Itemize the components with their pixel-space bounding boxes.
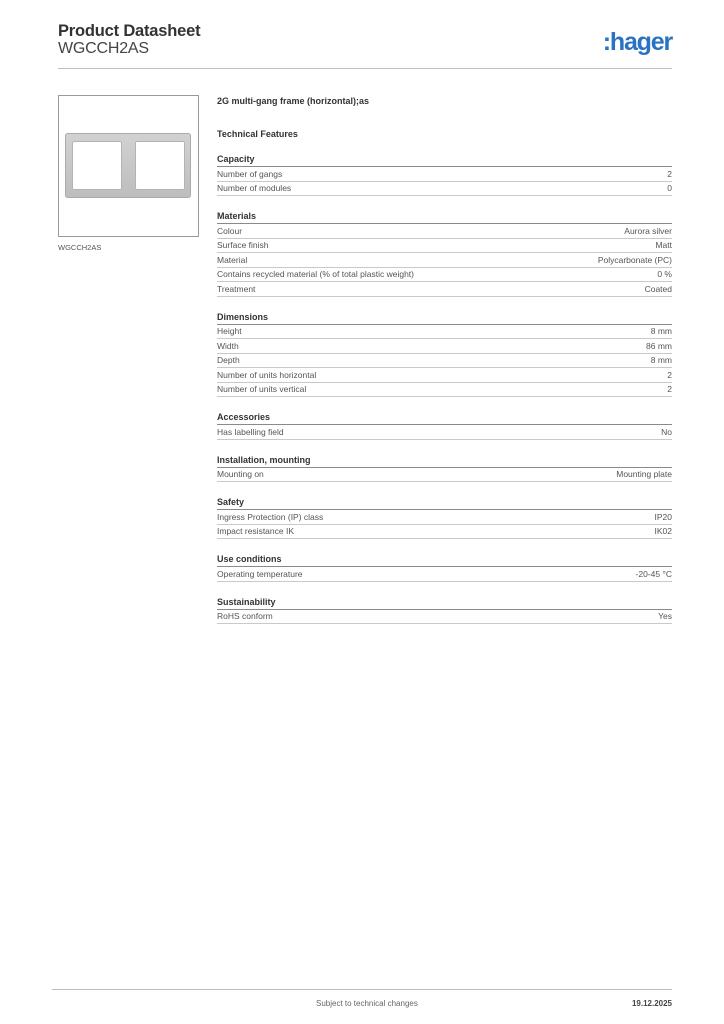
technical-features-title: Technical Features [217, 129, 298, 139]
footer-divider [52, 989, 672, 990]
spec-row [217, 339, 672, 354]
spec-value: 0 % [657, 269, 672, 279]
spec-label: Colour [217, 225, 243, 236]
section-title: Accessories [217, 412, 672, 425]
section-title: Dimensions [217, 312, 672, 325]
product-description: 2G multi-gang frame (horizontal);as [217, 96, 370, 106]
frame-opening-left [72, 141, 122, 190]
spec-row [217, 239, 672, 254]
section-title: Capacity [217, 154, 672, 167]
technical-content [217, 96, 672, 624]
spec-label: Has labelling field [217, 426, 284, 437]
spec-row [217, 610, 672, 625]
spec-value: No [661, 426, 672, 437]
product-image [58, 95, 199, 237]
section-title: Sustainability [217, 597, 672, 610]
spec-value: Aurora silver [624, 225, 672, 236]
spec-value: Matt [655, 240, 672, 250]
spec-row [217, 182, 672, 197]
spec-label: Treatment [217, 283, 256, 294]
spec-label: Material [217, 254, 248, 265]
footer-date: 19.12.2025 [631, 999, 672, 1008]
spec-section [217, 554, 672, 582]
spec-row [217, 425, 672, 440]
spec-value: 2 [667, 384, 672, 394]
spec-row [217, 510, 672, 525]
spec-label: Height [217, 326, 242, 336]
spec-section [217, 497, 672, 539]
spec-label: Number of modules [217, 183, 292, 193]
header-divider [58, 68, 672, 69]
spec-value: Polycarbonate (PC) [597, 254, 672, 265]
spec-section [217, 455, 672, 483]
spec-row [217, 325, 672, 340]
spec-section [217, 154, 672, 196]
spec-value: 8 mm [650, 326, 672, 336]
spec-section [217, 412, 672, 440]
spec-value: IK02 [654, 526, 672, 536]
spec-value: Yes [658, 611, 672, 621]
spec-label: Number of gangs [217, 168, 283, 179]
spec-value: Coated [644, 283, 672, 294]
spec-section [217, 312, 672, 398]
spec-row [217, 224, 672, 239]
footer-note: Subject to technical changes [316, 999, 418, 1008]
spec-label: Impact resistance IK [217, 526, 295, 536]
page-header [58, 20, 672, 70]
spec-section [217, 211, 672, 297]
section-title: Safety [217, 497, 672, 510]
spec-row [217, 253, 672, 268]
spec-label: RoHS conform [217, 611, 273, 621]
two-gang-frame-illustration [65, 133, 191, 198]
spec-label: Depth [217, 355, 240, 365]
document-type-title: Product Datasheet [58, 22, 201, 40]
product-image-caption: WGCCH2AS [58, 243, 102, 252]
section-title: Installation, mounting [217, 455, 672, 468]
spec-label: Surface finish [217, 240, 269, 250]
spec-value: IP20 [654, 511, 672, 522]
spec-value: 2 [667, 369, 672, 380]
spec-value: 8 mm [650, 355, 672, 365]
spec-label: Mounting on [217, 469, 264, 479]
section-title: Use conditions [217, 554, 672, 567]
hager-logo: :hager [602, 28, 672, 56]
spec-label: Number of units vertical [217, 384, 307, 394]
spec-value: 0 [667, 183, 672, 193]
section-title: Materials [217, 211, 672, 224]
spec-value: Mounting plate [616, 469, 672, 479]
spec-row [217, 567, 672, 582]
spec-value: -20-45 °C [635, 568, 672, 579]
spec-label: Width [217, 340, 239, 351]
spec-value: 86 mm [646, 340, 672, 351]
spec-label: Contains recycled material (% of total plastic weight) [217, 269, 414, 279]
spec-row [217, 167, 672, 182]
spec-row [217, 383, 672, 398]
frame-opening-right [135, 141, 185, 190]
spec-section [217, 597, 672, 625]
spec-row [217, 268, 672, 283]
spec-value: 2 [667, 168, 672, 179]
spec-label: Operating temperature [217, 568, 303, 579]
spec-label: Ingress Protection (IP) class [217, 511, 324, 522]
spec-row [217, 368, 672, 383]
spec-row [217, 468, 672, 483]
product-code-heading: WGCCH2AS [58, 40, 149, 57]
spec-row [217, 282, 672, 297]
spec-label: Number of units horizontal [217, 369, 317, 380]
spec-row [217, 354, 672, 369]
spec-sections [217, 154, 672, 624]
spec-row [217, 525, 672, 540]
